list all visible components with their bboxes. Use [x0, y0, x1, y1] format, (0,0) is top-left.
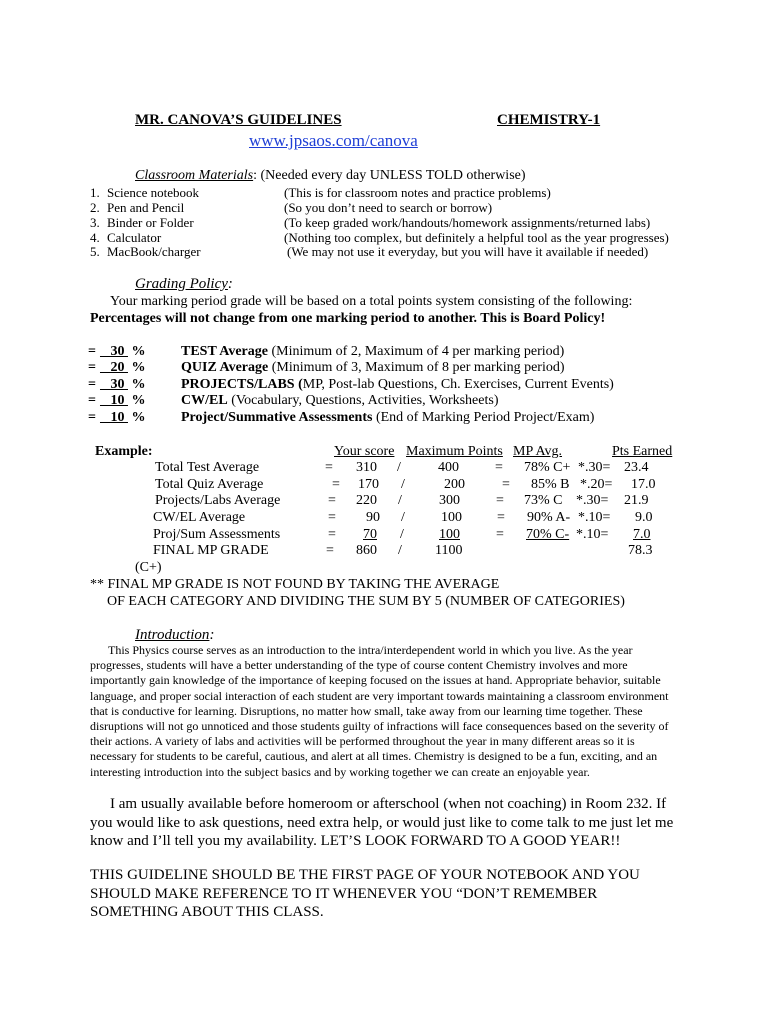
grading-intro-line: Your marking period grade will be based on a total points system consisting of the following:	[110, 294, 633, 309]
category-desc: MP, Post-lab Questions, Ch. Exercises, Current Events)	[302, 377, 614, 392]
item-name: Pen and Pencil	[107, 200, 185, 215]
board-policy-line: Percentages will not change from one marking period to another. This is Board Policy!	[90, 311, 606, 326]
list-item	[90, 244, 649, 260]
materials-heading-suffix: : (Needed every day UNLESS TOLD otherwise)	[253, 168, 526, 183]
website-link[interactable]: www.jpsaos.com/canova	[249, 131, 418, 150]
example-label: Example:	[95, 444, 153, 459]
category-percent: 30	[110, 377, 125, 392]
row-pts: 78.3	[628, 543, 653, 558]
row-score: 70	[363, 527, 377, 542]
row-mult: *.30=	[576, 493, 609, 508]
page-title: MR. CANOVA’S GUIDELINES	[135, 112, 342, 128]
average-note-line2: OF EACH CATEGORY AND DIVIDING THE SUM BY 5 (NUMBER OF CATEGORIES)	[107, 594, 625, 609]
item-number: 3.	[90, 215, 100, 230]
item-note: (So you don’t need to search or borrow)	[284, 200, 493, 215]
col-header-avg: MP Avg.	[513, 444, 563, 459]
item-name: MacBook/charger	[107, 244, 201, 259]
category-desc: (Vocabulary, Questions, Activities, Worksheets)	[227, 393, 499, 408]
row-max: 400	[438, 460, 459, 475]
row-name: Proj/Sum Assessments	[153, 527, 281, 542]
grading-heading-suffix: :	[227, 276, 233, 292]
category-desc: (End of Marking Period Project/Exam)	[372, 410, 595, 425]
item-name: Calculator	[107, 230, 162, 245]
row-pts: 9.0	[635, 510, 653, 525]
category-name: CW/EL	[181, 393, 228, 408]
row-pts: 7.0	[633, 527, 651, 542]
row-max: 300	[439, 493, 460, 508]
final-letter-grade: (C+)	[135, 560, 162, 575]
category-name: PROJECTS/LABS (	[181, 377, 303, 392]
item-note: (This is for classroom notes and practice problems)	[284, 185, 551, 200]
row-name: Projects/Labs Average	[155, 493, 281, 508]
row-avg: 73% C	[524, 493, 563, 508]
item-number: 2.	[90, 200, 100, 215]
row-mult: *.20=	[580, 477, 613, 492]
row-avg: 70% C-	[526, 527, 570, 542]
row-name: CW/EL Average	[153, 510, 246, 525]
row-score: 860	[356, 543, 377, 558]
category-percent: 30	[110, 344, 125, 359]
list-item	[90, 185, 551, 201]
category-percent: 10	[110, 410, 125, 425]
row-score: 90	[366, 510, 380, 525]
row-avg: 85% B	[531, 477, 570, 492]
availability-paragraph: I am usually available before homeroom or afterschool (when not coaching) in Room 232. If you would like to ask questions, need extra help, or would just like to come talk to me just let me know and I’ll tell you my availability. LET’S LOOK FORWARD TO A GOOD YEAR!!	[90, 796, 674, 849]
row-pts: 21.9	[624, 493, 649, 508]
category-desc: (Minimum of 3, Maximum of 8 per marking period)	[268, 360, 565, 375]
item-name: Science notebook	[107, 185, 200, 200]
row-avg: 78% C+	[524, 460, 571, 475]
grading-category-row: = 30 % TEST Average (Minimum of 2, Maximum of 4 per marking period)	[88, 344, 565, 359]
item-number: 5.	[90, 244, 100, 259]
category-name: QUIZ Average	[181, 360, 269, 375]
row-avg: 90% A-	[527, 510, 571, 525]
item-number: 4.	[90, 230, 100, 245]
intro-heading-line	[135, 627, 214, 644]
intro-heading-suffix: :	[209, 627, 215, 643]
row-mult: *.10=	[578, 510, 611, 525]
category-percent: 20	[110, 360, 125, 375]
materials-heading: Classroom Materials	[135, 168, 254, 183]
row-name: FINAL MP GRADE	[153, 543, 269, 558]
grading-heading-line	[135, 276, 233, 293]
row-max: 1100	[435, 543, 463, 558]
grading-category-row: = 10 % Project/Summative Assessments (End of Marking Period Project/Exam)	[88, 410, 595, 425]
row-mult: *.10=	[576, 527, 609, 542]
grading-category-row: = 10 % CW/EL (Vocabulary, Questions, Activities, Worksheets)	[88, 393, 499, 408]
average-note-line1: ** FINAL MP GRADE IS NOT FOUND BY TAKING THE AVERAGE	[90, 577, 500, 592]
item-name: Binder or Folder	[107, 215, 194, 230]
intro-paragraph: This Physics course serves as an introduction to the intra/interdependent world in which you live. As the year progresses, students will have a better understanding of the type of course content Chemistry involves and more importantly gain knowledge of the importance of keeping focused on the issues at hand. Appropriate behavior, suitable language, and proper social interaction of each student are very important towards maintaining a classroom environment that is conductive for learning. Disruptions, no matter how small, take away from our learning time together. These disruptions will not go unnoticed and those students guilty of infractions will face consequences based on the severity of their actions. A variety of labs and activities will be performed throughout the year in many different areas so it is necessary for students to be careful, cautious, and alert at all times. Chemistry is designed to be a fun, exciting, and an interesting introduction into the subject basics and by working together we can create an enjoyable year.	[90, 643, 669, 779]
category-desc: (Minimum of 2, Maximum of 4 per marking period)	[268, 344, 565, 359]
row-mult: *.30=	[578, 460, 611, 475]
item-note: (We may not use it everyday, but you will have it available if needed)	[287, 244, 649, 259]
row-max: 100	[439, 527, 460, 542]
item-number: 1.	[90, 185, 100, 200]
item-note: (To keep graded work/handouts/homework assignments/returned labs)	[284, 215, 651, 230]
row-max: 100	[441, 510, 462, 525]
category-name: Project/Summative Assessments	[181, 410, 373, 425]
row-name: Total Quiz Average	[155, 477, 264, 492]
row-score: 220	[356, 493, 377, 508]
grading-category-row: = 20 % QUIZ Average (Minimum of 3, Maximum of 8 per marking period)	[88, 360, 565, 375]
list-item	[90, 200, 493, 216]
grading-category-row: = 30 % PROJECTS/LABS (MP, Post-lab Questions, Ch. Exercises, Current Events)	[88, 377, 614, 392]
item-note: (Nothing too complex, but definitely a helpful tool as the year progresses)	[284, 230, 669, 245]
col-header-score: Your score	[334, 444, 395, 459]
row-pts: 17.0	[631, 477, 656, 492]
grading-heading: Grading Policy	[135, 276, 228, 292]
closing-paragraph: THIS GUIDELINE SHOULD BE THE FIRST PAGE OF YOUR NOTEBOOK AND YOU SHOULD MAKE REFERENCE TO IT WHENEVER YOU “DON’T REMEMBER SOMETHING ABOUT THIS CLASS.	[90, 867, 640, 920]
row-max: 200	[444, 477, 465, 492]
col-header-max: Maximum Points	[406, 444, 503, 459]
course-name: CHEMISTRY-1	[497, 112, 601, 128]
col-header-pts: Pts Earned	[612, 444, 673, 459]
category-percent: 10	[110, 393, 125, 408]
row-name: Total Test Average	[155, 460, 260, 475]
list-item	[90, 215, 651, 231]
row-score: 170	[358, 477, 379, 492]
category-name: TEST Average	[181, 344, 268, 359]
row-score: 310	[356, 460, 377, 475]
materials-heading-line	[135, 168, 526, 184]
guidelines-page: MR. CANOVA’S GUIDELINES CHEMISTRY-1 www.jpsaos.com/canova Classroom Materials: (Needed every day UNLESS TOLD otherwise) 1. Science notebook (This is for classroom notes and practice problems) 2. Pen and Pencil (So you don’t need to search or borrow) 3. Binder or Folder (To keep graded work/handouts/homework assignments/returned labs) 4. Calculator (Nothing too complex, but definitely a helpful tool as the year progresses) 5. MacBook/charger (We may not use it everyday, but you will have it available if needed) Grading Policy: Your marking period grade will be based on a total points system consisting of the following: Percentages will not change from one marking period to another. This is Board Policy! = 30 % TEST Average (Minimum of 2, Maximum of 4 per marking period) = 20 % QUIZ Average (Minimum of 3, Maximum of 8 per marking period) = 30 % PROJECTS/LABS (MP, Post-lab Questions, Ch. Exercises, Current Events) = 10 % CW/EL (Vocabulary, Questions, Activities, Worksheets) = 10 % Project/Summative Assessments (End of Marking Period Project/Exam) Example: Your score Maximum Points MP Avg. Pts Earned Total Test Average = 310 / 400 = 78% C+ *.30= 23.4 Total Quiz Average = 170 / 200 = 85% B *.20= 17.0 Projects/Labs Average = 220 / 300 = 73% C *.30= 21.9 CW/EL Average = 90 / 100 = 90% A- *.10= 9.0 Proj/Sum Assessments = 70 / 100 = 70% C- *.10= 7.0 FINAL MP GRADE = 860 / 1100 78.3 (C+) ** FINAL MP GRADE IS NOT FOUND BY TAKING THE AVERAGE OF EACH CATEGORY AND DIVIDING THE SUM BY 5 (NUMBER OF CATEGORIES) Introduction: This Physics course serves as an introduction to the intra/interdependent world in which you live. As the year progresses, students will have a better understanding of the type of course content Chemistry involves and more importantly gain knowledge of the importance of keeping focused on the issues at hand. Appropriate behavior, suitable language, and proper social interaction of each student are very important towards maintaining a classroom environment that is conductive for learning. Disruptions, no matter how small, take away from our learning time together. These disruptions will not go unnoticed and those students guilty of infractions will face consequences based on the severity of their actions. A variety of labs and activities will be performed throughout the year in many different areas so it is necessary for students to be careful, cautious, and alert at all times. Chemistry is designed to be a fun, exciting, and an interesting introduction into the subject basics and by working together we can create an enjoyable year. I am usually available before homeroom or afterschool (when not coaching) in Room 232. If you would like to ask questions, need extra help, or would just like to come talk to me just let me know and I’ll tell you my availability. LET’S LOOK FORWARD TO A GOOD YEAR!! THIS GUIDELINE SHOULD BE THE FIRST PAGE OF YOUR NOTEBOOK AND YOU SHOULD MAKE REFERENCE TO IT WHENEVER YOU “DON’T REMEMBER SOMETHING ABOUT THIS CLASS.	[0, 0, 768, 1024]
row-pts: 23.4	[624, 460, 649, 475]
intro-heading: Introduction	[135, 627, 210, 643]
